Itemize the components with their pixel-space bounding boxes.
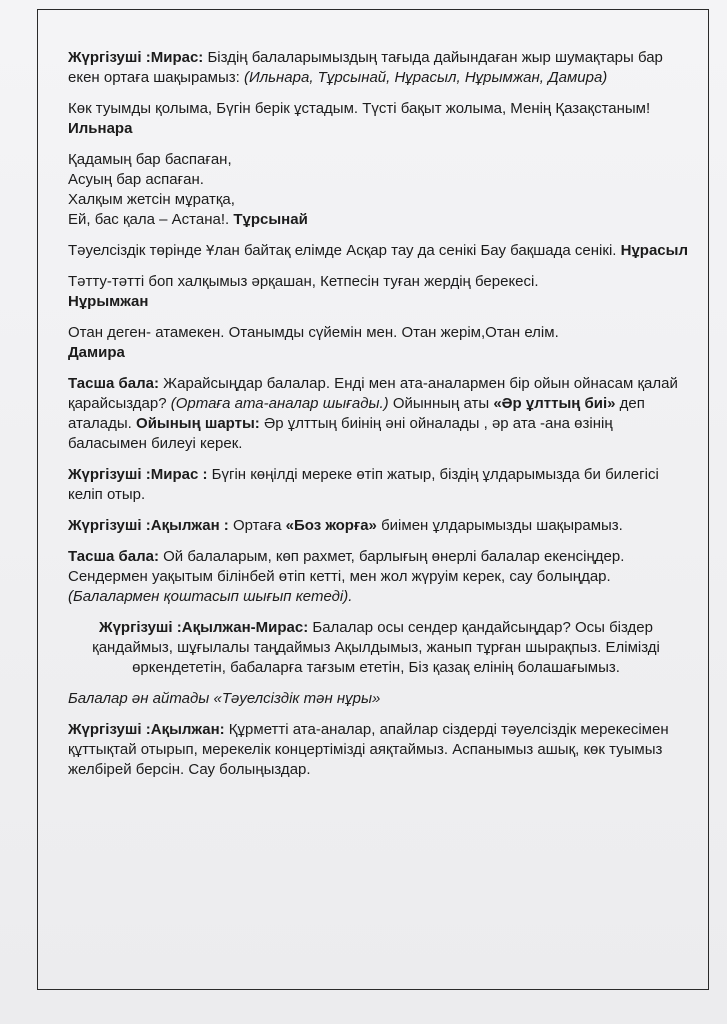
paragraph-hosts-chant [64, 618, 688, 678]
paragraph-text: Біздің балаларымыздың тағыда дайындаған жыр шумақтары бар екен ортаға шақырамыз: [68, 49, 663, 86]
paragraph-poem-tursynai [68, 150, 688, 230]
speaker-label: Тасша бала: [68, 375, 159, 392]
paragraph-text: Құрметті ата-аналар, апайлар сіздерді тәуелсіздік мерекесімен құттықтай отырып, мерекелік концертімізді аяқтаймыз. Аспанымыз ашық, көк туымыз желбірей берсін. Сау болыңыздар. [68, 721, 669, 778]
speaker-label: Жүргізуші :Ақылжан-Мирас: [99, 619, 309, 636]
author-label: Нұрасыл [620, 242, 688, 259]
stage-direction: (Балалармен қоштасып шығып кетеді). [68, 588, 353, 605]
poem-line: Халқым жетсін мұратқа, [68, 191, 235, 208]
poem-line-text: Ей, бас қала – Астана!. [68, 211, 234, 228]
paragraph-text: Отан деген- атамекен. Отанымды сүйемін мен. Отан жерім,Отан елім. [68, 324, 559, 341]
dance-title: «Боз жорға» [285, 517, 377, 534]
paragraph-text: Тәуелсіздік төрінде Ұлан байтақ елімде Асқар тау да сенікі Бау бақшада сенікі. [68, 242, 621, 259]
stage-direction: (Ильнара, Тұрсынай, Нұрасыл, Нұрымжан, Дамира) [243, 69, 608, 86]
speaker-label: Жүргізуші :Ақылжан: [68, 721, 225, 738]
paragraph-text: Ой балаларым, көп рахмет, барлығың өнерлі балалар екенсіңдер. Сендермен уақытым білінбей өтіп кетті, мен жол жүруім керек, сау болыңдар. [68, 548, 625, 585]
author-label: Нұрымжан [68, 293, 149, 310]
stage-direction: (Ортаға ата-аналар шығады.) [170, 395, 389, 412]
paragraph-song-direction [68, 689, 688, 709]
paragraph-tasha-game [68, 374, 688, 454]
paragraph-poem-ilnara [68, 99, 688, 139]
paragraph-text: Ортаға [228, 517, 286, 534]
author-label: Ильнара [68, 120, 133, 137]
poem-line: Қадамың бар баспаған, [68, 151, 232, 168]
paragraph-text: деп аталады. [68, 395, 645, 432]
paragraph-text: Жарайсыңдар балалар. Енді мен ата-аналармен бір ойын ойнасам қалай қарайсыздар? [68, 375, 678, 412]
poem-line: Асуың бар аспаған. [68, 171, 204, 188]
stage-direction: Балалар ән айтады «Тәуелсіздік тән нұры» [68, 690, 381, 707]
paragraph-text: Ойынның аты [388, 395, 494, 412]
paragraph-host-miras-intro [68, 48, 688, 88]
author-label: Тұрсынай [233, 211, 308, 228]
poem-line-last [68, 210, 688, 230]
game-title: «Әр ұлттың биі» [493, 395, 616, 412]
paragraph-text: Бүгін көңілді мереке өтіп жатыр, біздің ұлдарымызда би билегісі келіп отыр. [68, 466, 659, 503]
speaker-label: Жүргізуші :Мирас: [68, 49, 204, 66]
paragraph-host-akylzhan-closing [68, 720, 688, 780]
paragraph-host-akylzhan-dance [68, 516, 688, 536]
paragraph-text: биімен ұлдарымызды шақырамыз. [376, 517, 623, 534]
script-text-body [68, 48, 688, 791]
paragraph-text: Тәтту-тәтті боп халқымыз әрқашан, Кетпесін туған жердің берекесі. [68, 273, 539, 290]
paragraph-tasha-farewell [68, 547, 688, 607]
paragraph-poem-damira [68, 323, 608, 363]
game-rules-label: Ойының шарты: [136, 415, 260, 432]
paragraph-host-miras-dance [68, 465, 688, 505]
paragraph-text: Балалар осы сендер қандайсыңдар? Осы біздер қандаймыз, шұғылалы таңдаймыз Ақылдымыз, жанып тұрған шырақпыз. Елімізді өркендететін, бабаларға тағзым ететін, Біз қазақ елінің болашағымыз. [92, 619, 660, 676]
paragraph-poem-nurymzhan [68, 272, 588, 312]
author-label: Дамира [68, 344, 125, 361]
paragraph-poem-nurasyl [68, 241, 688, 261]
paragraph-text: Көк туымды қолыма, Бүгін берік ұстадым. Түсті бақыт жолыма, Менің Қазақстаным! [68, 100, 651, 117]
paragraph-text: Әр ұлттың биінің әні ойналады , әр ата -ана өзінің баласымен билеуі керек. [68, 415, 613, 452]
speaker-label: Жүргізуші :Ақылжан : [68, 517, 229, 534]
speaker-label: Жүргізуші :Мирас : [68, 466, 208, 483]
speaker-label: Тасша бала: [68, 548, 159, 565]
